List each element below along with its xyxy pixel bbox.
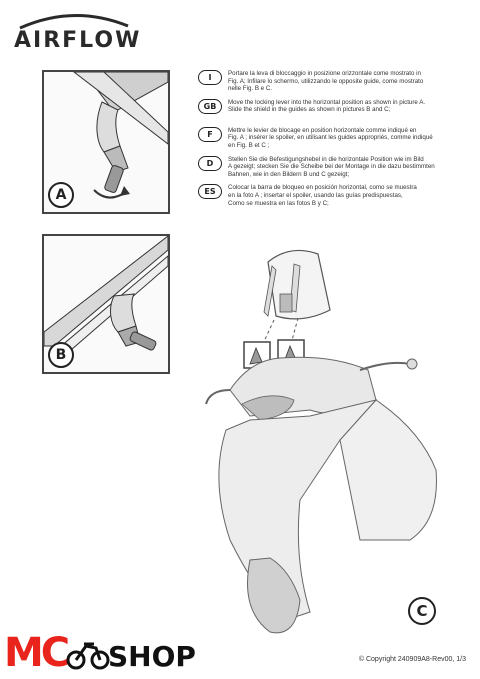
lang-badge-d: D: [198, 156, 222, 171]
figure-a-panel: [42, 70, 170, 214]
figure-b-label: B: [48, 342, 74, 368]
lang-badge-gb: GB: [198, 99, 222, 114]
instruction-spanish: [198, 184, 470, 207]
figure-c-label: C: [408, 597, 436, 625]
motorcycle-diagram: [190, 240, 450, 640]
lang-badge-i: I: [198, 70, 222, 85]
instruction-italian: [198, 70, 470, 93]
copyright-text: © Copyright 240909A8-Rev00, 1/3: [358, 656, 466, 663]
instruction-text: Move the locking lever into the horizontal position as shown in picture A. Slide the shield in the guides as shown in pictures B and C;: [228, 98, 426, 114]
mcshop-logo: [4, 628, 204, 674]
instruction-english: [198, 99, 470, 121]
motorbike-icon: [66, 636, 110, 670]
instruction-text: Portare la leva di bloccaggio in posizione orizzontale come mostrato in Fig. A; Infilare lo schermo, utilizzando le opposite guide, come mostrato nelle Fig. B e C.: [228, 70, 424, 93]
instruction-german: [198, 156, 470, 179]
figure-a-label: A: [48, 182, 74, 208]
instruction-text: Colocar la barra de bloqueo en posición horizontal, como se muestra en la foto A ; insertar el spoiler, usando las guías predispuestas, Como se muestra en las fotos B y C;: [228, 184, 417, 207]
instruction-text: Mettre le levier de blocage en position horizontale comme indiqué en Fig. A ; insérer le spoiler, en utilisant les guides appropriés, comme indiqué en Fig. B et C ;: [228, 126, 433, 149]
figure-b-panel: [42, 234, 170, 374]
logo-arc: [16, 10, 132, 30]
shop-mc-text: MC: [4, 630, 68, 676]
lang-badge-f: F: [198, 127, 222, 142]
lang-badge-es: ES: [198, 184, 222, 199]
instruction-text: Stellen Sie die Befestigungshebel in die horizontale Position wie im Bild A gezeigt; stecken Sie die Scheibe bei der Montage in die dazu bestimmten Bahnen, wie in den Bildern B und C gezeigt;: [228, 155, 435, 178]
brand-name: AIRFLOW: [14, 28, 142, 53]
instructions-list: [198, 70, 470, 213]
windshield-spoiler: [260, 250, 330, 350]
motorcycle-body: [206, 357, 436, 633]
shop-word-text: SHOP: [108, 640, 196, 673]
airflow-logo: [14, 10, 142, 53]
instruction-french: [198, 127, 470, 150]
